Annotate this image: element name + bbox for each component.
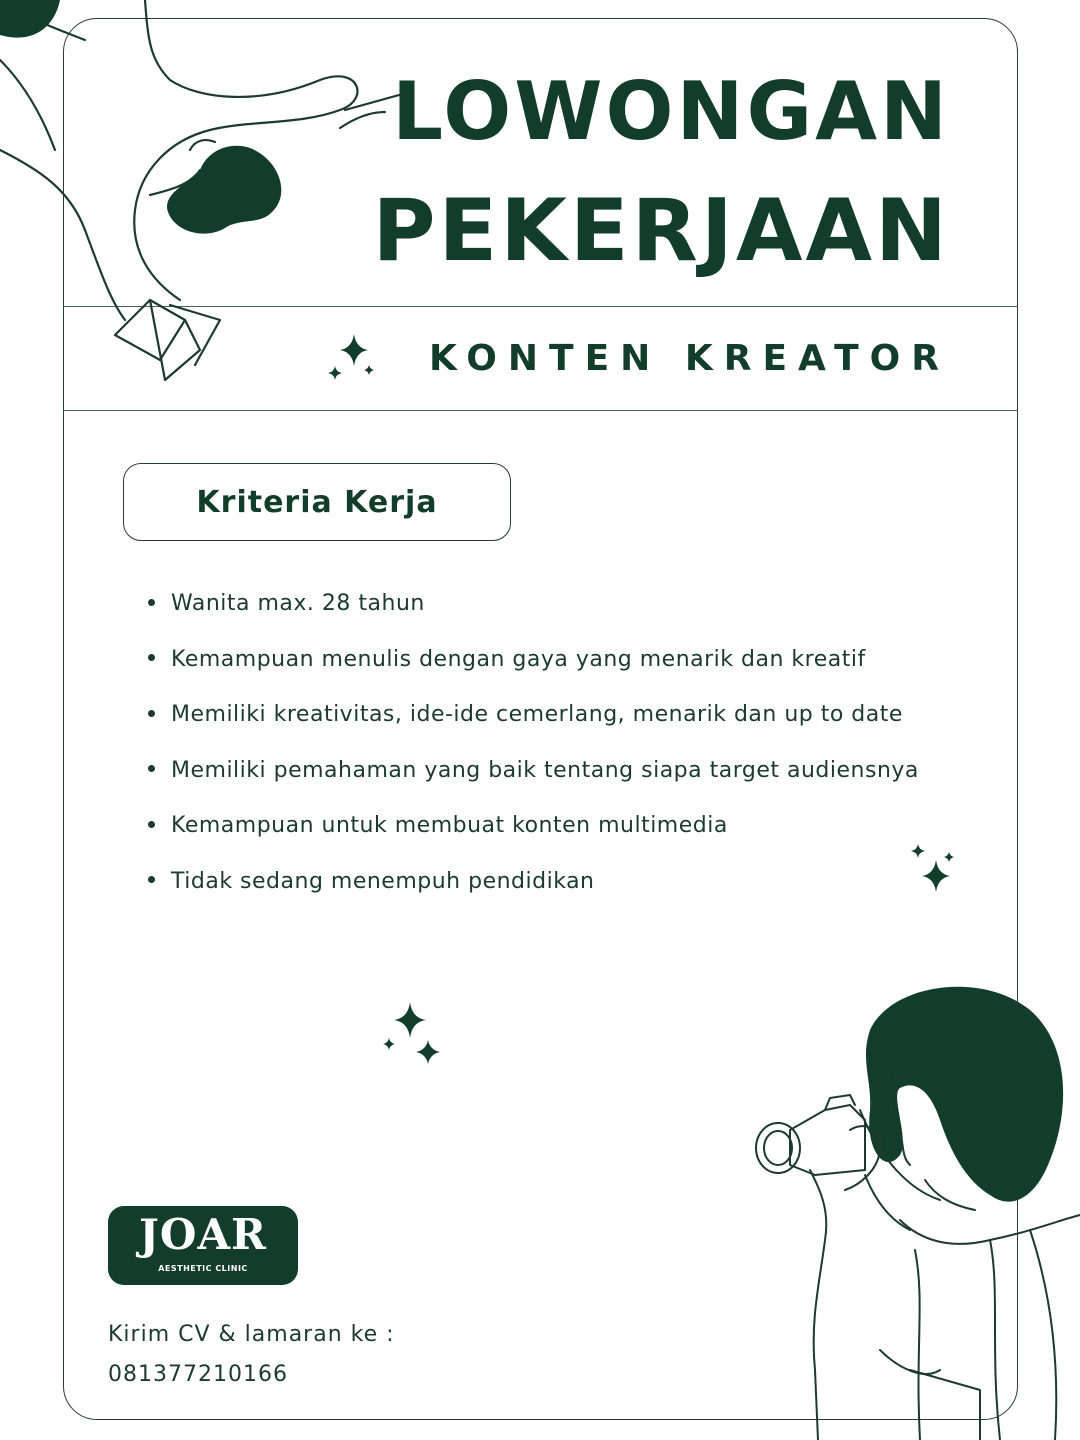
list-item: Memiliki pemahaman yang baik tentang siapa target audiensnya — [148, 752, 919, 808]
bullet-icon — [148, 599, 155, 606]
sparkle-icon — [906, 842, 958, 894]
list-item: Wanita max. 28 tahun — [148, 585, 919, 641]
photographer-illustration — [750, 970, 1080, 1440]
criteria-heading: Kriteria Kerja — [196, 484, 438, 520]
bullet-icon — [148, 876, 155, 883]
divider-bottom — [63, 410, 1018, 411]
bullet-icon — [148, 821, 155, 828]
hair-blob — [0, 0, 60, 38]
bullet-icon — [148, 710, 155, 717]
title-line-2: PEKERJAAN — [372, 181, 950, 281]
sparkle-icon — [380, 1000, 444, 1066]
title-line-1: LOWONGAN — [392, 65, 950, 158]
contact-label: Kirim CV & lamaran ke : — [108, 1322, 395, 1347]
position-title: KONTEN KREATOR — [429, 338, 950, 379]
list-item: Tidak sedang menempuh pendidikan — [148, 863, 919, 919]
bullet-icon — [148, 654, 155, 661]
clinic-logo — [108, 1206, 298, 1285]
reading-person-illustration — [0, 0, 420, 390]
criteria-list — [148, 585, 919, 918]
list-item: Memiliki kreativitas, ide-ide cemerlang, menarik dan up to date — [148, 696, 919, 752]
contact-phone: 081377210166 — [108, 1362, 288, 1387]
bullet-icon — [148, 765, 155, 772]
list-item: Kemampuan untuk membuat konten multimedia — [148, 807, 919, 863]
logo-name: JOAR — [139, 1210, 267, 1259]
criteria-heading-box — [123, 463, 511, 541]
logo-tagline: AESTHETIC CLINIC — [158, 1264, 248, 1273]
list-item: Kemampuan menulis dengan gaya yang menarik dan kreatif — [148, 641, 919, 697]
sparkle-icon — [326, 334, 378, 386]
